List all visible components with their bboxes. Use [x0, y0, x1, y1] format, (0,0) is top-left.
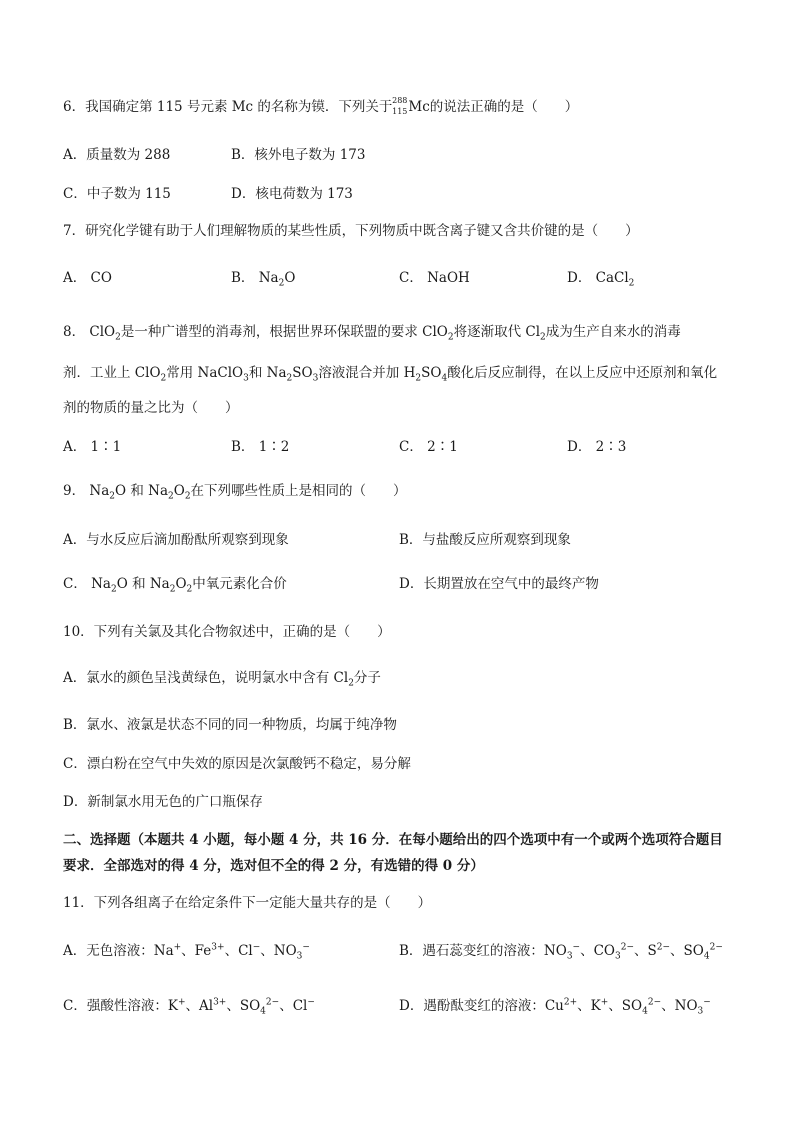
- q8-option-a: A． 1∶1: [63, 439, 122, 455]
- q10-option-a: A．氯水的颜色呈浅黄绿色，说明氯水中含有 $Cl_2$分子: [63, 670, 381, 689]
- q9-option-c: C． $Na_2O$ 和 $Na_2O_2$中氧元素化合价: [63, 576, 287, 595]
- q6-stem-part-b: 的说法正确的是（ ）: [429, 99, 579, 115]
- q9-option-d: D．长期置放在空气中的最终产物: [399, 576, 599, 592]
- question-7-stem: 7．研究化学键有助于人们理解物质的某些性质，下列物质中既含离子键又含共价键的是（ ）: [63, 223, 639, 239]
- isotope-symbol: Mc: [408, 99, 430, 115]
- question-8-stem-line-2: 剂．工业上 ClO$_2$常用 NaClO$_3$和 $Na_2SO_3$溶液混合并加 $H_2SO_4$酸化后反应制得，在以上反应中还原剂和氧化: [63, 365, 718, 384]
- q11-option-b: B．遇石蕊变红的溶液：$NO_3^-$、$CO_3^{2-}$、$S^{2-}$、$SO_4^{2-}$: [399, 942, 723, 962]
- q8-option-c: C． 2∶1: [399, 439, 458, 455]
- q10-option-b: B．氯水、液氯是状态不同的同一种物质，均属于纯净物: [63, 717, 397, 733]
- q9-option-b: B．与盐酸反应所观察到现象: [399, 532, 571, 548]
- q6-option-c: C．中子数为 115: [63, 186, 171, 202]
- q11-option-c: C．强酸性溶液：K+、$Al^{3+}$、$SO_4^{2-}$、Cl−: [63, 997, 315, 1017]
- q10-option-c: C．漂白粉在空气中失效的原因是次氯酸钙不稳定，易分解: [63, 756, 411, 772]
- q6-option-a: A．质量数为 288: [63, 147, 171, 163]
- q10-option-d: D．新制氯水用无色的广口瓶保存: [63, 794, 263, 810]
- q6-stem-part-a: 6．我国确定第 115 号元素 Mc 的名称为镆．下列关于: [63, 99, 393, 115]
- q7-option-d: D． CaCl$_2$: [567, 270, 635, 289]
- q11-option-d: D．遇酚酞变红的溶液：$Cu^{2+}$、K+、$SO_4^{2-}$、$NO_3^-$: [399, 997, 711, 1017]
- q6-option-d: D．核电荷数为 173: [231, 186, 353, 202]
- q11-option-a: A．无色溶液：Na+、$Fe^{3+}$、Cl−、$NO_3^-$: [63, 942, 310, 962]
- q9-option-a: A．与水反应后滴加酚酞所观察到现象: [63, 532, 289, 548]
- question-11-stem: 11．下列各组离子在给定条件下一定能大量共存的是（ ）: [63, 895, 432, 911]
- question-9-stem: 9． $Na_2O$ 和 $Na_2O_2$在下列哪些性质上是相同的（ ）: [63, 483, 407, 502]
- isotope-notation: 288 115: [392, 95, 408, 116]
- q7-option-a: A． CO: [63, 270, 112, 286]
- q6-option-b: B．核外电子数为 173: [231, 147, 366, 163]
- question-8-stem-line-1: 8． ClO$_2$是一种广谱型的消毒剂，根据世界环保联盟的要求 ClO$_2$将逐渐取代 $Cl_2$成为生产自来水的消毒: [63, 324, 681, 343]
- question-10-stem: 10．下列有关氯及其化合物叙述中，正确的是（ ）: [63, 624, 391, 640]
- q7-option-c: C． NaOH: [399, 270, 470, 286]
- question-6-stem: [63, 97, 578, 118]
- section-2-header-line-2: 要求．全部选对的得 4 分，选对但不全的得 2 分，有选错的得 0 分）: [63, 858, 484, 874]
- q8-option-b: B． 1∶2: [231, 439, 290, 455]
- q8-option-d: D． 2∶3: [567, 439, 627, 455]
- section-2-header-line-1: 二、选择题（本题共 4 小题，每小题 4 分，共 16 分．在每小题给出的四个选项中有一个或两个选项符合题目: [63, 832, 723, 848]
- q7-option-b: B． $Na_2O$: [231, 270, 296, 289]
- question-8-stem-line-3: 剂的物质的量之比为（ ）: [63, 400, 239, 416]
